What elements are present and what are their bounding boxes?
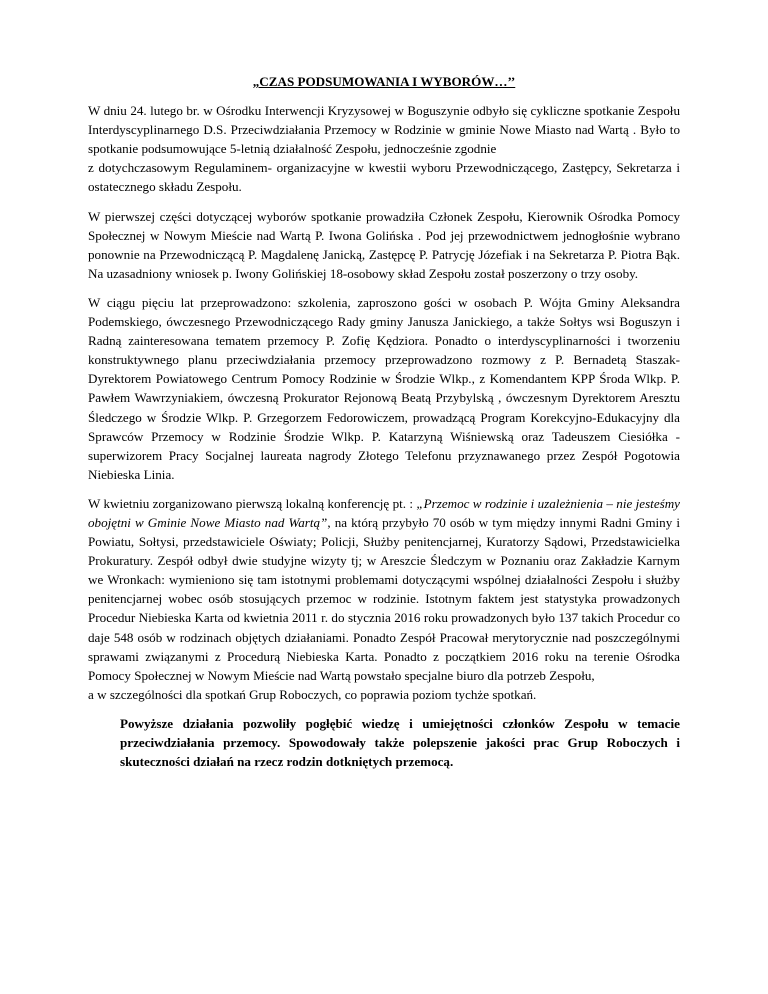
paragraph-1-text: W dniu 24. lutego br. w Ośrodku Interwencji Kryzysowej w Boguszynie odbyło się cykliczne spotkanie Zespołu Interdyscyplinarnego D.S. Przeciwdziałania Przemocy w Rodzinie w gminie Nowe Miasto nad Wartą . Było to spotkanie podsumowujące 5-letnią działalność Zespołu, jednocześnie zgodnie — [88, 103, 680, 157]
paragraph-1-continuation: z dotychczasowym Regulaminem- organizacyjne w kwestii wyboru Przewodniczącego, Zastępcy, Sekretarza i ostatecznego składu Zespołu. — [88, 160, 680, 195]
paragraph-3: W ciągu pięciu lat przeprowadzono: szkolenia, zaproszono gości w osobach P. Wójta Gminy Aleksandra Podemskiego, ówczesnego Przewodniczącego Rady gminy Janusza Janickiego, a także Sołtys wsi Boguszyn i Radną zainteresowana tematem przemocy P. Zofię Kędziora. Ponadto o interdyscyplinarności i tworzeniu konstruktywnego planu przeciwdziałania przemocy przeprowadzono rozmowy z P. Bernadetą Staszak-Dyrektorem Powiatowego Centrum Pomocy Rodzinie w Środzie Wlkp., z Komendantem KPP Środa Wlkp. P. Pawłem Wawrzyniakiem, ówczesną Prokurator Rejonową Beatą Przybylską , ówczesnym Dyrektorem Aresztu Śledczego w Środzie Wlkp. P. Grzegorzem Fedorowiczem, prowadzącą Program Korekcyjno-Edukacyjny dla Sprawców Przemocy w Rodzinie Środzie Wlkp. P. Katarzyną Wiśniewską oraz Tadeuszem Ciesiółka -superwizorem Pracy Socjalnej laureata nagrody Złotego Telefonu przyznawanego przez Zespół Pogotowia Niebieska Linia. — [88, 294, 680, 482]
conference-title: „Przemoc w rodzinie i uzależnienia – nie jesteśmy obojętni w Gminie Nowe Miasto nad Wartą” — [88, 495, 680, 530]
paragraph-4 — [88, 494, 680, 704]
paragraph-4-continuation: a w szczególności dla spotkań Grup Roboczych, co poprawia poziom tychże spotkań. — [88, 686, 537, 702]
summary-paragraph: Powyższe działania pozwoliły pogłębić wiedzę i umiejętności członków Zespołu w temacie przeciwdziałania przemocy. Spowodowały także polepszenie jakości prac Grup Roboczych i skuteczności działań na rzecz rodzin dotkniętych przemocą. — [120, 715, 680, 770]
document-title: „CZAS PODSUMOWANIA I WYBORÓW…’’ — [252, 74, 516, 89]
paragraph-1 — [88, 101, 680, 196]
paragraph-4-body: , na którą przybyło 70 osób w tym między innymi Radni Gminy i Powiatu, Sołtysi, przedstawiciele Oświaty; Policji, Służby penitencjarnej, Kuratorzy Sądowi, Przedstawicielka Prokuratury. Zespół odbył dwie studyjne wizyty tj; w Areszcie Śledczym w Poznaniu oraz Zakładzie Karnym we Wronkach: wymieniono się tam istotnymi problemami dotyczącymi wspólnej działalności Zespołu i służby penitencjarnej wobec osób stosujących przemoc w rodzinie. Istotnym faktem jest statystyka prowadzonych Procedur Niebieska Karta od kwietnia 2011 r. do stycznia 2016 roku prowadzonych było 137 takich Procedur co daje 548 osób w rodzinach objętych działaniami. Ponadto Zespół Pracował merytorycznie nad poszczególnymi sprawami związanymi z Procedurą Niebieska Karta. Ponadto z początkiem 2016 roku na terenie Ośrodka Pomocy Społecznej w Nowym Mieście nad Wartą powstało specjalne biuro dla potrzeb Zespołu, — [88, 514, 680, 683]
paragraph-2: W pierwszej części dotyczącej wyborów spotkanie prowadziła Członek Zespołu, Kierownik Ośrodka Pomocy Społecznej w Nowym Mieście nad Wartą P. Iwona Golińska . Pod jej przewodnictwem jednogłośnie wybrano ponownie na Przewodniczącą P. Magdalenę Janicką, Zastępcę P. Patrycję Józefiak i na Sekretarza P. Piotra Bąk. Na uzasadniony wniosek p. Iwony Golińskiej 18-osobowy skład Zespołu został poszerzony o trzy osoby. — [88, 208, 680, 281]
paragraph-4-intro: W kwietniu zorganizowano pierwszą lokalną konferencję pt. : — [88, 495, 417, 511]
